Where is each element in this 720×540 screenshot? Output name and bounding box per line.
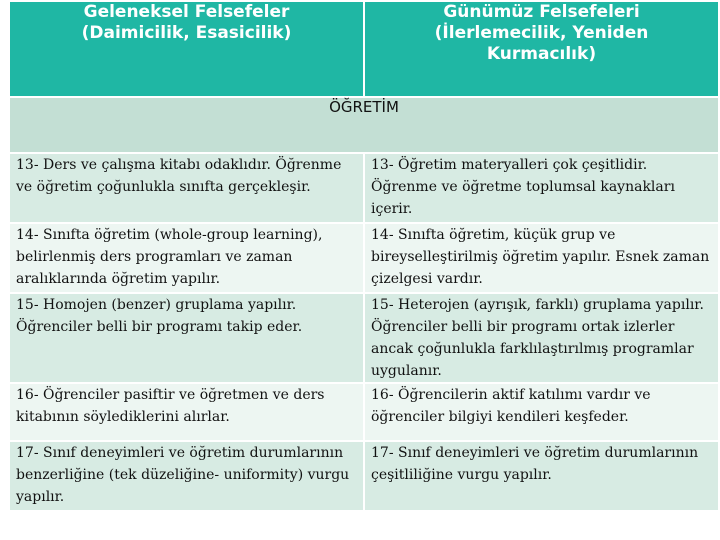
- section-title: ÖĞRETİM: [329, 98, 399, 116]
- traditional-philosophies-header: [9, 1, 364, 97]
- table-row: [9, 293, 719, 383]
- header-right-line-1: Günümüz Felsefeleri: [443, 2, 640, 22]
- traditional-cell: 14- Sınıfta öğretim (whole-group learning), belirlenmiş ders programları ve zaman aralıklarında öğretim yapılır.: [9, 223, 364, 293]
- section-band-row: [9, 97, 719, 153]
- header-row: [9, 1, 719, 97]
- traditional-cell: 16- Öğrenciler pasiftir ve öğretmen ve ders kitabının söylediklerini alırlar.: [9, 383, 364, 441]
- contemporary-cell: 13- Öğretim materyalleri çok çeşitlidir. Öğrenme ve öğretme toplumsal kaynakları içerir.: [364, 153, 719, 223]
- contemporary-cell: 15- Heterojen (ayrışık, farklı) gruplama yapılır. Öğrenciler belli bir programı ortak izlerler ancak çoğunlukla farklılaştırılmış programlar uygulanır.: [364, 293, 719, 383]
- table-row: [9, 153, 719, 223]
- table-row: [9, 223, 719, 293]
- contemporary-cell: 16- Öğrencilerin aktif katılımı vardır ve öğrenciler bilgiyi kendileri keşfeder.: [364, 383, 719, 441]
- contemporary-philosophies-header: [364, 1, 719, 97]
- header-left-line-2: (Daimicilik, Esasicilik): [81, 23, 292, 43]
- section-band: [9, 97, 719, 153]
- table-row: [9, 383, 719, 441]
- header-right-line-2: (İlerlemecilik, Yeniden: [434, 23, 649, 43]
- header-right-line-3: Kurmacılık): [486, 44, 597, 64]
- header-left-line-1: Geleneksel Felsefeler: [83, 2, 290, 22]
- contemporary-cell: 14- Sınıfta öğretim, küçük grup ve bireyselleştirilmiş öğretim yapılır. Esnek zaman çizelgesi vardır.: [364, 223, 719, 293]
- traditional-cell: 17- Sınıf deneyimleri ve öğretim durumlarının benzerliğine (tek düzeliğine- uniformity) vurgu yapılır.: [9, 441, 364, 511]
- traditional-cell: 15- Homojen (benzer) gruplama yapılır. Öğrenciler belli bir programı takip eder.: [9, 293, 364, 383]
- philosophy-comparison-table: [8, 0, 720, 512]
- comparison-table-wrapper: [8, 0, 720, 512]
- contemporary-cell: 17- Sınıf deneyimleri ve öğretim durumlarının çeşitliliğine vurgu yapılır.: [364, 441, 719, 511]
- table-row: [9, 441, 719, 511]
- traditional-cell: 13- Ders ve çalışma kitabı odaklıdır. Öğrenme ve öğretim çoğunlukla sınıfta gerçekleşir.: [9, 153, 364, 223]
